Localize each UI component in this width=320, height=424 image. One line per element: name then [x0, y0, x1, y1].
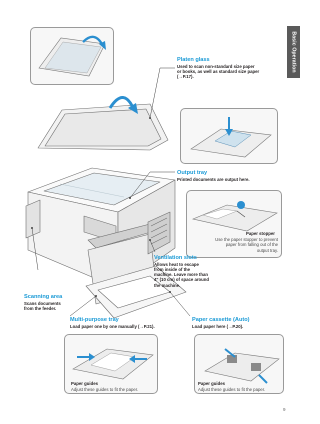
paper-guides-right-desc: Adjust these guides to fit the paper.: [198, 387, 266, 392]
platen-detail-inset: [180, 108, 278, 164]
paper-guides-left-title: Paper guides: [71, 381, 98, 386]
paper-guides-left-desc: Adjust these guides to fit the paper.: [71, 387, 139, 392]
ventilation-slots-title: Ventilation slots: [154, 255, 197, 261]
output-tray-desc: Printed documents are output here.: [177, 177, 250, 182]
section-tab: [287, 26, 300, 78]
paper-cassette-desc: Load paper here (→P.20).: [192, 324, 244, 329]
platen-glass-title: Platen glass: [177, 57, 210, 63]
scanning-area-desc: Scans documents from the feeder.: [24, 301, 61, 312]
page-number: 9: [283, 407, 286, 412]
multi-purpose-tray-title: Multi-purpose tray: [70, 317, 119, 323]
platen-glass-desc: Used to scan non-standard size paper or books, as well as standard size paper (→P.17).: [177, 64, 260, 80]
paper-stopper-desc: Use the paper stopper to prevent paper from falling out of the output tray.: [215, 237, 278, 253]
lid-detail-inset: [30, 27, 114, 85]
scanning-area-title: Scanning area: [24, 294, 63, 300]
output-tray-title: Output tray: [177, 170, 208, 176]
paper-guides-right-title: Paper guides: [198, 381, 225, 386]
paper-stopper-title: Paper stopper: [246, 231, 275, 236]
multi-purpose-tray-desc: Load paper one by one manually (→P.21).: [70, 324, 155, 329]
section-tab-label: Basic Operation: [290, 31, 297, 73]
ventilation-slots-desc: Allows heat to escape from inside of the machine. Leave more than 4" (10 cm) of space around the machine.: [154, 262, 210, 288]
paper-cassette-title: Paper cassette (Auto): [192, 317, 250, 323]
